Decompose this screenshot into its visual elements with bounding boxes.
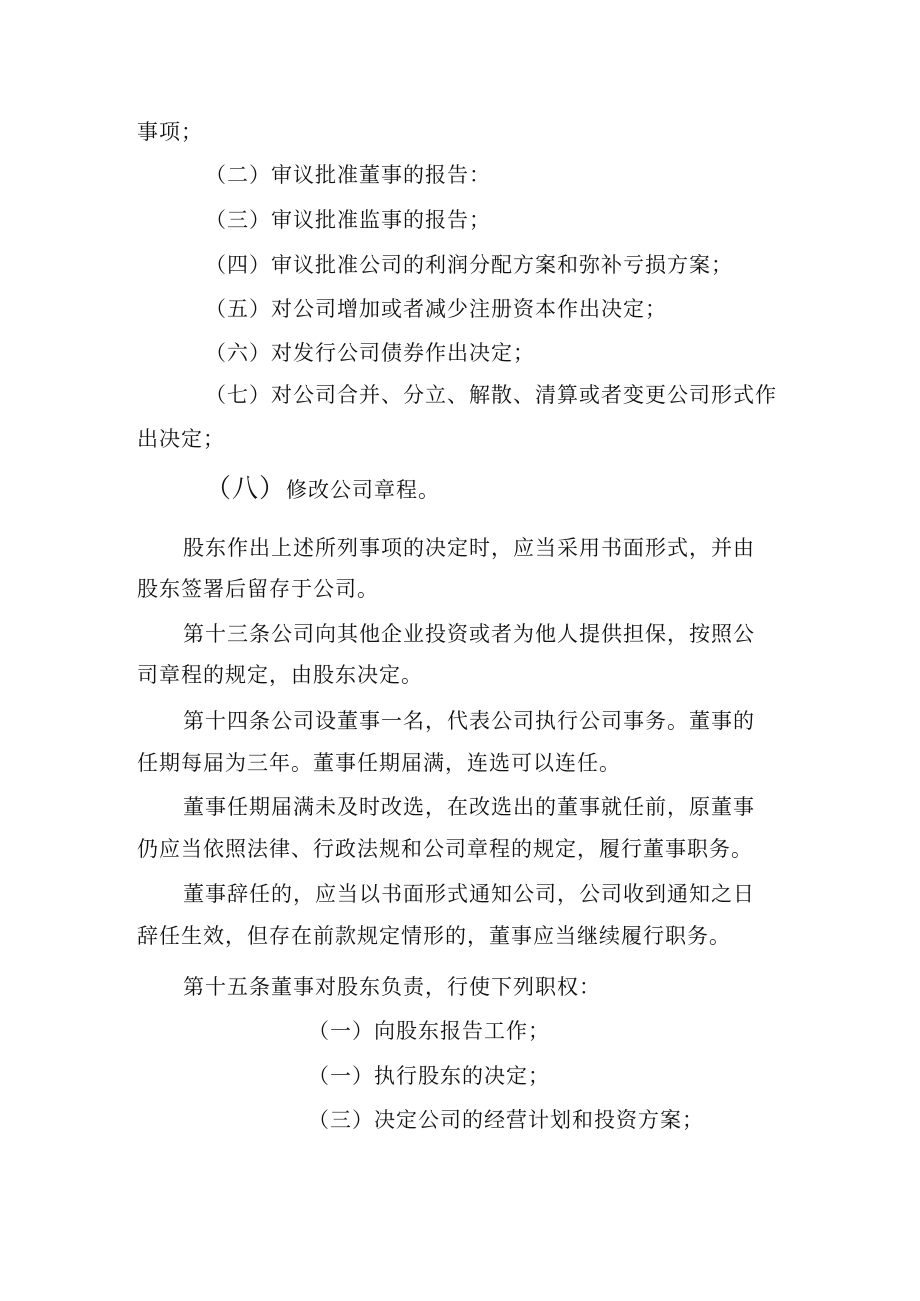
text-line: 事项；: [137, 120, 203, 144]
list-item: （五）对公司增加或者减少注册资本作出决定；: [205, 297, 667, 321]
paragraph-line: 董事任期届满未及时改选，在改选出的董事就任前，原董事: [183, 795, 755, 819]
paragraph-line: 第十四条公司设董事一名，代表公司执行公司事务。董事的: [183, 709, 755, 733]
text-line: 股东签署后留存于公司。: [137, 577, 379, 601]
text-line: 司章程的规定，由股东决定。: [137, 663, 423, 687]
list-item: （一）向股东报告工作；: [308, 1019, 550, 1043]
paragraph-line: 股东作出上述所列事项的决定时，应当采用书面形式，并由: [183, 536, 755, 560]
list-item: （二）审议批准董事的报告：: [205, 163, 491, 187]
paragraph-line: 第十三条公司向其他企业投资或者为他人提供担保，按照公: [183, 622, 755, 646]
list-item-eight: [205, 474, 440, 505]
item-text: 修改公司章程。: [286, 478, 441, 502]
paragraph-line: 第十五条董事对股东负责，行使下列职权：: [183, 975, 601, 999]
text-line: 辞任生效，但存在前款规定情形的，董事应当继续履行职务。: [137, 924, 731, 948]
text-line: 出决定；: [137, 427, 225, 451]
item-number: （八）: [205, 474, 287, 504]
text-line: 仍应当依照法律、行政法规和公司章程的规定，履行董事职务。: [137, 837, 753, 861]
list-item: （三）决定公司的经营计划和投资方案；: [308, 1108, 704, 1132]
list-item: （一）执行股东的决定；: [308, 1064, 550, 1088]
text-line: 任期每届为三年。董事任期届满，连选可以连任。: [137, 751, 621, 775]
list-item: （三）审议批准监事的报告；: [205, 208, 491, 232]
paragraph-line: 董事辞任的，应当以书面形式通知公司，公司收到通知之日: [183, 882, 755, 906]
list-item: （四）审议批准公司的利润分配方案和弥补亏损方案；: [205, 253, 733, 277]
list-item: （七）对公司合并、分立、解散、清算或者变更公司形式作: [205, 383, 777, 407]
list-item: （六）对发行公司债券作出决定；: [205, 341, 535, 365]
